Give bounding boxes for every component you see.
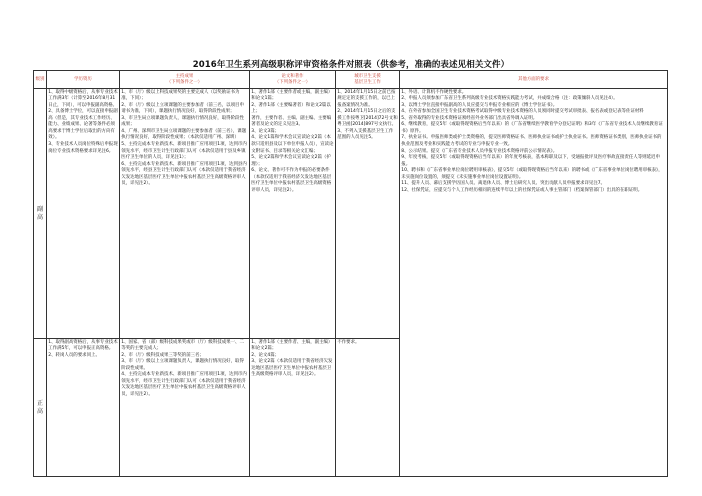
cell-papers-deputy: 1、著作1部（主要作者或主编，副主编）和论文1篇； 2、著作1部（主要编著者）和论文2篇以上； 著作，主要作者、主编、副主编、主要编著者及论文的定义见注3。 3、论文3篇； 4、论文1篇和学术会议宣读论文2篇（本款只适用县及以下单位申报人员），宣读论文附证书、目录等相关论文汇编； 5、论文2篇和学术会议宣读论文2篇（护理）； 6、论文、著作可不作为申报的必要条件（本款仅适用于我省经济欠发达地区基层医疗卫生单位中报农村基层卫生高级资格评审人员，详见注2）。 (250, 89, 336, 339)
cell-grassroots-full: 不作要求。 (336, 339, 400, 477)
cell-other-requirements: 1、外语、计算机不作硬性要求。 2、申报人员须参加广东省卫生系列高级专业技术资格实践能力考试，并成绩合格（注：政策倾斜人员见注4）。 3、以博士学位直接申报副高的人员应提交与申报专业相应的《博士学位证书》。 4、在外省参加全国卫生专业技术资格考试取得中级专业技术资格的人员须同时提交考试审批表、报名表或登记表等佐证材料 5、省外取得的专业技术资格证须经省外业务部门出具省外调入证明。 6、继续教育，提交5年（或取得现资格后当年以来）的《广东省继续医学教育学分登记证明》和3年《广东省专业技术人员继续教育证书》原件。 7、执业证书。申报医师类或护士类资格的，提交医师资格证书、医师执业证书或护士执业证书。医师资格证书类别，医师执业证书的执业范围及考业和实践能力考试的专业与申报专业一致。 8、公示结果。提交《广东省专业技术人员申报专业技术资格评前公示情况表》。 9、年度考核，提交5年（或取得现资格后当年以来）的年度考核表，基本称职及以下，受通报批评及医疗事故直接责任人等则延迟申报。 10、聘书和《广东省事业单位岗位聘用审核表》，提交5年（或取得现资格后当年以来）的聘书或《广东省事业单位岗位聘用审核表》，未实施岗位设置的，须提交《未实施事业单位岗位设置证明》。 11、提升人员、幕后支援学历国人员、离退休人员、博士后研究人员、突出贡献人员申报要求详见注7。 12、社保凭证，应提交与个人工作经历相同的连续半年以上的社保凭证或人事主管部门（档案保管部门）出具的在职证明。 (400, 89, 668, 477)
level-full-senior: 正高 (36, 399, 43, 415)
cell-achievement-full: 1、国家、省（部）级科技成果奖或市（厅）级科技成果一、二等奖的主要完成人； 2、市（厅）级科技成果三等奖的前三名； 3、市（厅）级以上立项课题负责人，课题执行情况良好，取得阶段性成果。 4、主持完成本专业新技术、新项目推广应用项目1项，达到市内领先水平，经市卫生计生行政部门认可（本款仅适用于我省经济欠发达地区基层医疗卫生单位中报农村基层卫生高级资格评审人员，详见注2）。 (120, 339, 250, 477)
level-deputy-senior: 副高 (36, 205, 43, 221)
header-other: 其他方面的要求 (400, 71, 668, 89)
document-title: 2016年卫生系列高级职称评审资格条件对照表（供参考，准确的表述见相关文件） (192, 60, 510, 70)
header-grassroots: 城市卫生支援 基层卫生工作 (336, 71, 400, 89)
header-papers: 论文和著作 （下列条件之一） (250, 71, 336, 89)
header-level: 级别 (34, 71, 47, 89)
header-achievement: 主持成果 （下列条件之一） (120, 71, 250, 89)
table-row-deputy-senior (34, 89, 668, 339)
header-education: 学历资历 (47, 71, 120, 89)
cell-education-full: 1、取得副高资格后，从事专业技术工作满5年，可以申报正高资格。 2、转岗人员的要求同上。 (47, 339, 120, 477)
cell-grassroots-deputy: 1、2014年1月15日之前已按规定定的支援工作的，以已上报备案情况为准。 2、2014年1月15日之后的支援工作按粤卫[2014]72号文和粤卫函[2014]897号文执行。 3、不列入支援基层卫生工作范围的人员见注5。 (336, 89, 400, 339)
table-header-row (34, 71, 668, 89)
cell-achievement-deputy: 1、市（厅）级以上科技成果奖的主要完成人（以奖励证书为准，下同）； 2、市（厅）级以上立项课题的主要参加者（前三名，以项目申请书为准，下同），课题执行情况良好，取得阶段性成果； 3、市卫生局立项课题负责人，课题执行情况良好，取得阶段性成果； 4、广州、深圳市卫生局立项课题的主要参加者（前三名），课题执行情况良好，取得阶段性成果；（本款仅适用广州、深圳） 5、主持完成本专业新技术、新项目推广应用项目1项，达到市内领先水平，经市卫生计生行政部门认可（本款仅适用于县及乡镇医疗卫生单位的人员，详见注1）； 6、主持完成本专业新技术、新项目推广应用项目1项，达到县内领先水平，经县卫生计生行政部门认可（本款仅适用于我省经济欠发达地区基层医疗卫生单位中报农村基层卫生高级资格评审人员，详见注2）。 (120, 89, 250, 339)
criteria-table (33, 70, 668, 477)
cell-papers-full: 1、著作1部（主要作者、主编，副主编）和论文2篇； 2、论文4篇； 3、论文2篇（本款仅适用于我省经济欠发达地区基层医疗卫生单位中报农村基层卫生高级资格评审人员，详见注2）。 (250, 339, 336, 477)
cell-education-deputy: 1、取得中级资格后，从事专业技术工作满3年（计算至2016年8月31日止，下同），可以申报副高资格。 2、具备博士学位，可以直接申报副高（但是，其专业技术工作经历、能力、业绩成果、论著等条件必须高要求于博士学位后取出的方向有效）。 3、专业技术人员岗位特殊后申报现岗位专业技术资格要求详见注6。 (47, 89, 120, 339)
